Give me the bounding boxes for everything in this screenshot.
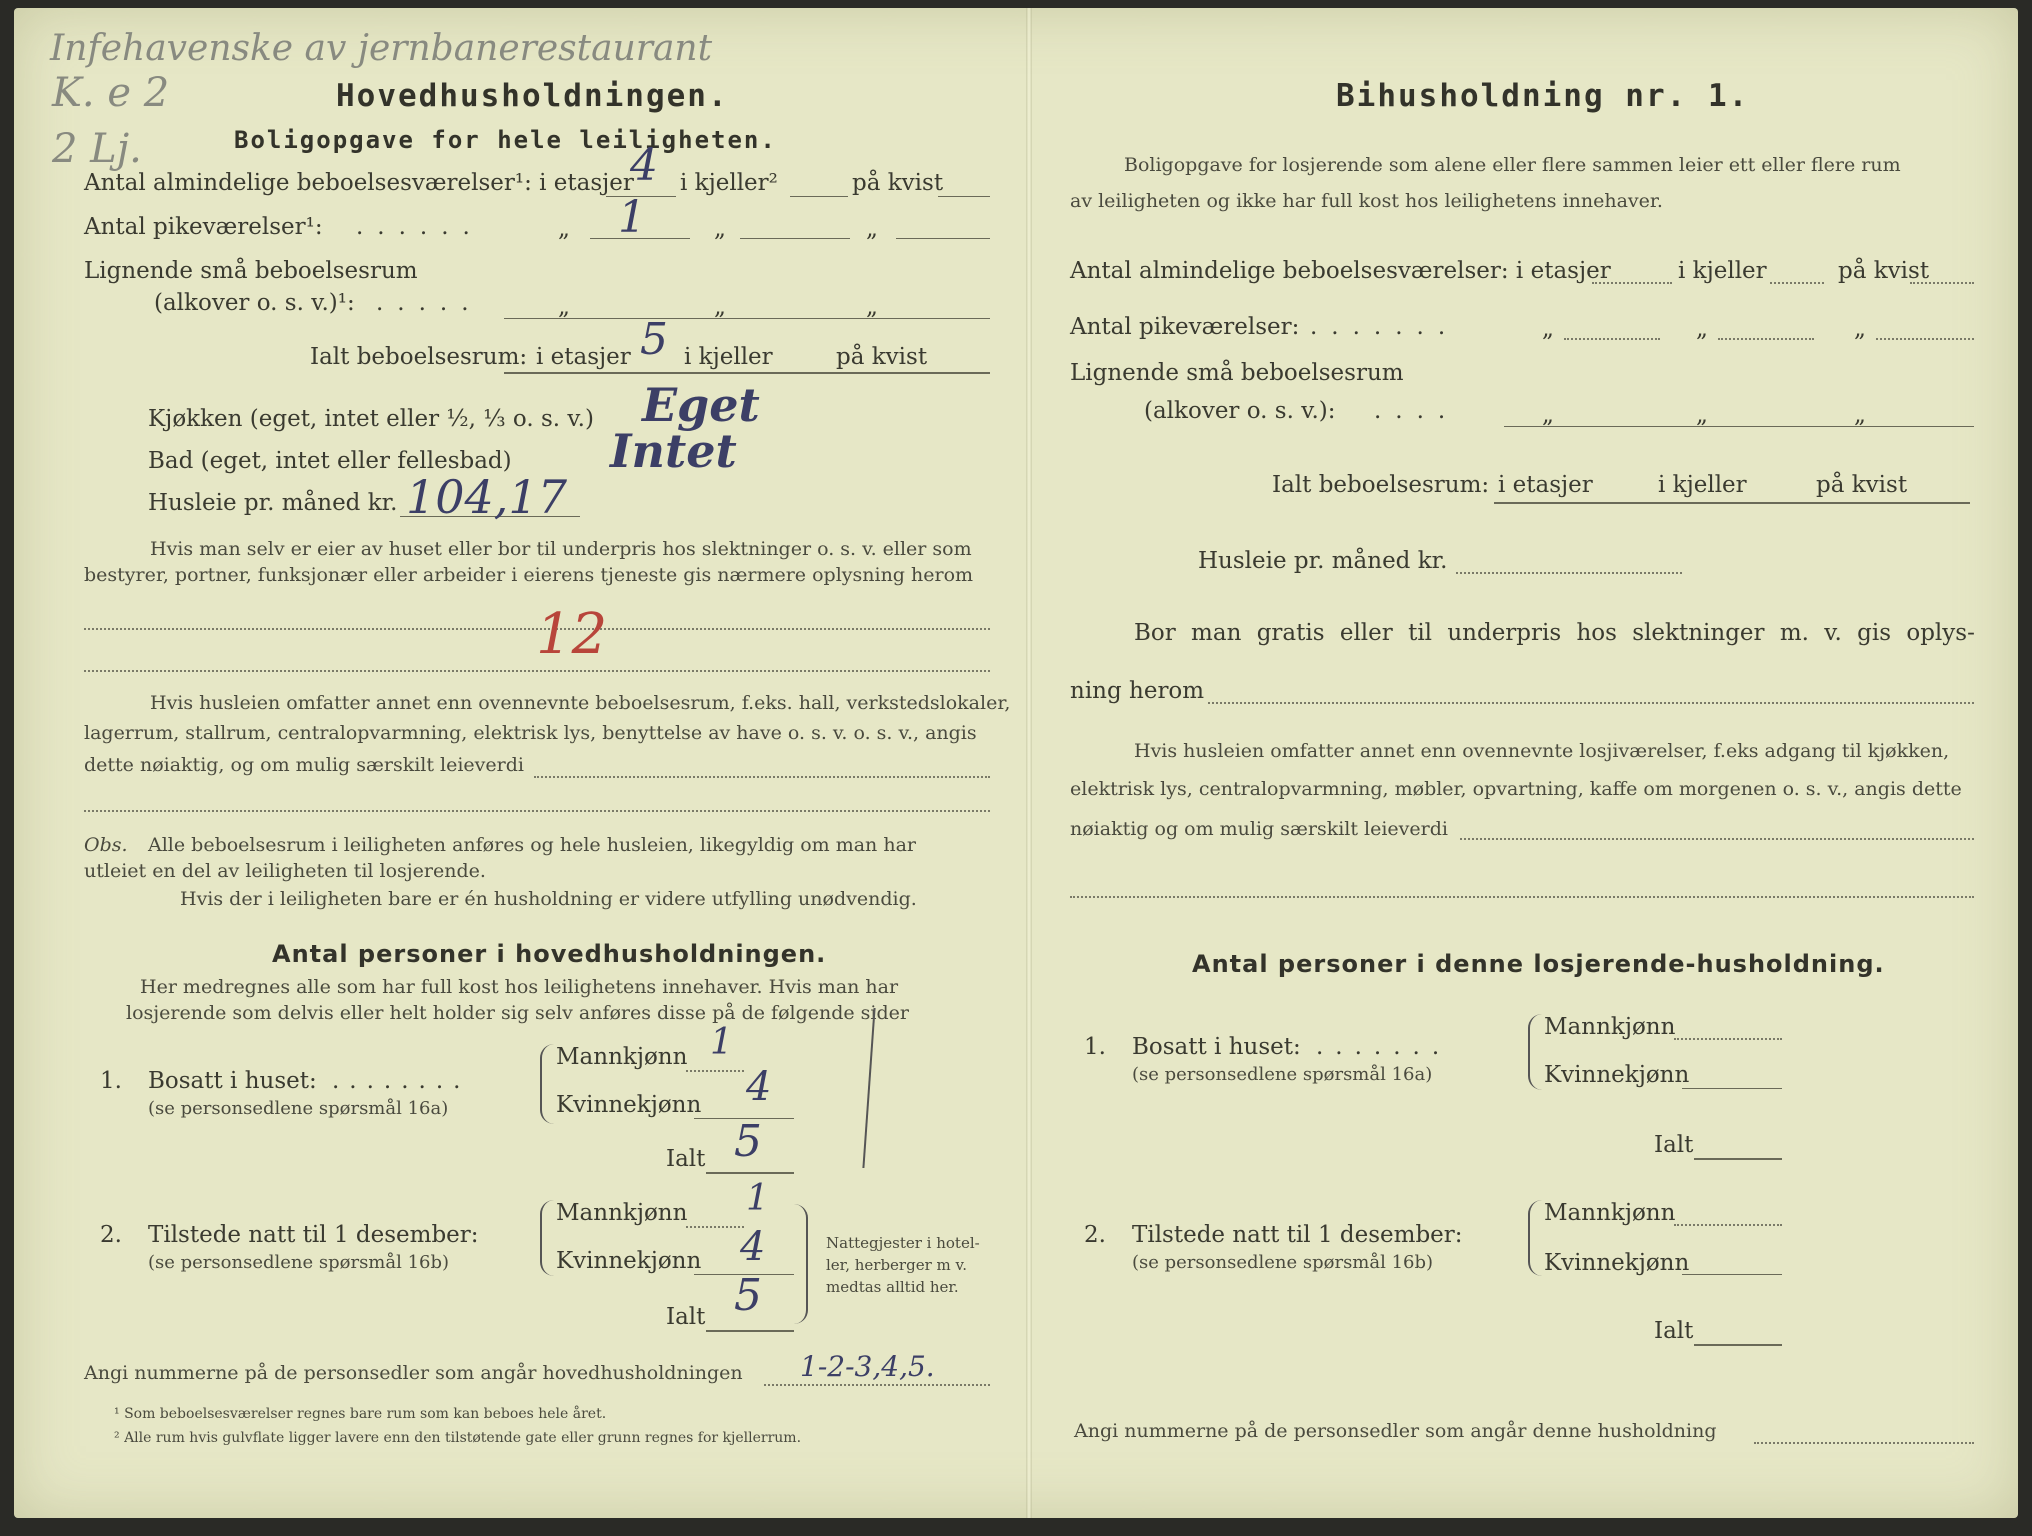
census-form-sheet bbox=[14, 8, 2018, 1518]
sub-intro-line-1: Boligopgave for losjerende som alene eller flere sammen leier ett eller flere rum bbox=[1124, 154, 1901, 176]
ditto-mark: „ bbox=[1542, 316, 1554, 342]
kitchen-value: Eget bbox=[642, 378, 760, 432]
sub-resident-female-field[interactable] bbox=[1682, 1088, 1782, 1089]
total-etasjer-label: i etasjer bbox=[536, 344, 631, 370]
ditto-mark: „ bbox=[558, 294, 570, 320]
night-guests-note-1: Nattegjester i hotel- bbox=[826, 1234, 980, 1252]
handwritten-lj: 2 Lj. bbox=[52, 126, 142, 172]
present-male-value: 1 bbox=[746, 1178, 769, 1219]
rooms-kvist-field[interactable] bbox=[938, 196, 990, 197]
sub-free-line-2: ning herom bbox=[1070, 678, 1205, 704]
present-male-field[interactable] bbox=[686, 1226, 744, 1228]
ditto-mark: „ bbox=[866, 294, 878, 320]
present-label: Tilstede natt til 1 desember: bbox=[148, 1222, 479, 1248]
rent-label: Husleie pr. måned kr. bbox=[148, 490, 398, 516]
ditto-mark: „ bbox=[1696, 402, 1708, 428]
sub-maid-etasjer-field[interactable] bbox=[1564, 338, 1660, 340]
owner-text-line-2: bestyrer, portner, funksjonær eller arbeider i eierens tjeneste gis nærmere oplysning herom bbox=[84, 564, 974, 586]
sub-total-rooms-label: Ialt beboelsesrum: bbox=[1272, 472, 1490, 498]
resident-dots: ........ bbox=[332, 1068, 471, 1094]
maid-etasjer-value: 1 bbox=[618, 192, 646, 243]
sub-household-page bbox=[1054, 8, 1976, 1518]
rooms-etasjer-value: 4 bbox=[630, 140, 658, 191]
obs-line-3: Hvis der i leiligheten bare er én husholdning er videre utfylling unødvendig. bbox=[180, 888, 917, 910]
sub-resident-female-label: Kvinnekjønn bbox=[1544, 1062, 1690, 1088]
persons-title: Antal personer i hovedhusholdningen. bbox=[272, 940, 827, 968]
person-numbers-field[interactable] bbox=[764, 1384, 990, 1386]
rooms-kvist-label: på kvist bbox=[852, 170, 944, 196]
sub-rooms-label: Antal almindelige beboelsesværelser: i etasjer bbox=[1070, 258, 1611, 284]
total-rooms-label: Ialt beboelsesrum: bbox=[310, 344, 528, 370]
resident-total-label: Ialt bbox=[666, 1146, 706, 1172]
total-kvist-label: på kvist bbox=[836, 344, 928, 370]
sub-total-etasjer-label: i etasjer bbox=[1498, 472, 1593, 498]
sub-free-line-1: Bor man gratis eller til underpris hos slektninger m. v. gis oplys- bbox=[1134, 620, 1975, 646]
present-female-value: 4 bbox=[740, 1224, 766, 1270]
sub-present-brace bbox=[1528, 1200, 1542, 1276]
sub-total-rooms-field[interactable] bbox=[1494, 502, 1970, 504]
sub-present-number: 2. bbox=[1084, 1222, 1106, 1248]
rooms-label: Antal almindelige beboelsesværelser¹: i etasjer bbox=[84, 170, 634, 196]
page-subtitle: Boligopgave for hele leiligheten. bbox=[234, 126, 777, 154]
resident-female-label: Kvinnekjønn bbox=[556, 1092, 702, 1118]
sub-small-dots: .... bbox=[1374, 398, 1460, 424]
obs-label: Obs. bbox=[84, 834, 128, 856]
person-numbers-value: 1-2-3,4,5. bbox=[800, 1350, 935, 1383]
ditto-mark: „ bbox=[714, 216, 726, 242]
sub-persons-title: Antal personer i denne losjerende-husholdning. bbox=[1192, 950, 1885, 978]
ditto-mark: „ bbox=[558, 216, 570, 242]
sub-small-rooms-label: Lignende små beboelsesrum bbox=[1070, 360, 1404, 386]
rent-includes-line-1: Hvis husleien omfatter annet enn ovennevnte beboelsesrum, f.eks. hall, verkstedslokaler, bbox=[150, 692, 1011, 714]
rooms-kjeller-field[interactable] bbox=[790, 196, 848, 197]
night-guests-note-2: ler, herberger m v. bbox=[826, 1256, 967, 1274]
sub-resident-male-field[interactable] bbox=[1674, 1038, 1782, 1040]
page-title: Hovedhusholdningen. bbox=[336, 78, 729, 114]
ditto-mark: „ bbox=[1854, 402, 1866, 428]
sub-rooms-kjeller-field[interactable] bbox=[1770, 282, 1824, 284]
sub-intro-line-2: av leiligheten og ikke har full kost hos leilighetens innehaver. bbox=[1070, 190, 1663, 212]
rent-includes-line-3: dette nøiaktig, og om mulig særskilt leieverdi bbox=[84, 754, 524, 776]
sub-rent-includes-field-2[interactable] bbox=[1070, 896, 1974, 898]
rent-includes-line-2: lagerrum, stallrum, centralopvarmning, elektrisk lys, benyttelse av have o. s. v. o. s. v., angis bbox=[84, 722, 977, 744]
sub-present-total-field[interactable] bbox=[1694, 1344, 1782, 1346]
sub-page-title: Bihusholdning nr. 1. bbox=[1336, 78, 1750, 114]
rent-includes-field-1[interactable] bbox=[534, 776, 990, 778]
resident-female-value: 4 bbox=[746, 1064, 772, 1110]
persons-text-1: Her medregnes alle som har full kost hos leilighetens innehaver. Hvis man har bbox=[140, 976, 899, 998]
resident-male-value: 1 bbox=[710, 1022, 733, 1063]
small-rooms-sublabel: (alkover o. s. v.)¹: bbox=[154, 290, 355, 316]
sub-maid-kjeller-field[interactable] bbox=[1718, 338, 1814, 340]
sub-maid-dots: ....... bbox=[1310, 314, 1460, 340]
sub-present-female-field[interactable] bbox=[1682, 1274, 1782, 1275]
sub-free-field[interactable] bbox=[1208, 702, 1974, 704]
resident-brace bbox=[540, 1044, 554, 1124]
present-total-label: Ialt bbox=[666, 1304, 706, 1330]
present-male-label: Mannkjønn bbox=[556, 1200, 688, 1226]
sub-resident-number: 1. bbox=[1084, 1034, 1106, 1060]
sub-person-numbers-field[interactable] bbox=[1754, 1442, 1974, 1444]
total-etasjer-value: 5 bbox=[640, 314, 668, 365]
sub-rent-includes-field-1[interactable] bbox=[1460, 838, 1974, 840]
ditto-mark: „ bbox=[866, 216, 878, 242]
footnote-1: ¹ Som beboelsesværelser regnes bare rum som kan beboes hele året. bbox=[114, 1406, 607, 1422]
resident-sublabel: (se personsedlene spørsmål 16a) bbox=[148, 1098, 449, 1119]
sub-person-numbers-label: Angi nummerne på de personsedler som angår denne husholdning bbox=[1074, 1420, 1717, 1442]
person-numbers-label: Angi nummerne på de personsedler som angår hovedhusholdningen bbox=[84, 1362, 743, 1384]
maid-rooms-dots: ...... bbox=[356, 214, 484, 240]
sub-present-total-label: Ialt bbox=[1654, 1318, 1694, 1344]
sub-resident-brace bbox=[1528, 1014, 1542, 1090]
main-household-page bbox=[50, 8, 1011, 1518]
footnote-2: ² Alle rum hvis gulvflate ligger lavere enn den tilstøtende gate eller grunn regnes for kjellerrum. bbox=[114, 1430, 802, 1446]
sub-rooms-kvist-field[interactable] bbox=[1910, 282, 1974, 284]
maid-rooms-label: Antal pikeværelser¹: bbox=[84, 214, 323, 240]
small-rooms-dots: ..... bbox=[376, 290, 483, 316]
rent-includes-field-2[interactable] bbox=[84, 810, 990, 812]
resident-male-field[interactable] bbox=[686, 1070, 744, 1072]
resident-label: Bosatt i huset: bbox=[148, 1068, 317, 1094]
sub-resident-sublabel: (se personsedlene spørsmål 16a) bbox=[1132, 1064, 1433, 1085]
maid-kvist-field[interactable] bbox=[896, 238, 990, 239]
small-rooms-label: Lignende små beboelsesrum bbox=[84, 258, 418, 284]
bath-label: Bad (eget, intet eller fellesbad) bbox=[148, 448, 512, 474]
present-total-field[interactable] bbox=[706, 1330, 794, 1332]
resident-number: 1. bbox=[100, 1068, 122, 1094]
ditto-mark: „ bbox=[1854, 316, 1866, 342]
sub-small-rooms-sublabel: (alkover o. s. v.): bbox=[1144, 398, 1336, 424]
check-mark bbox=[834, 1008, 875, 1168]
sub-maid-kvist-field[interactable] bbox=[1876, 338, 1974, 340]
rooms-kjeller-label: i kjeller² bbox=[680, 170, 778, 196]
owner-info-field-2[interactable] bbox=[84, 670, 990, 672]
small-rooms-field[interactable] bbox=[504, 318, 990, 319]
present-sublabel: (se personsedlene spørsmål 16b) bbox=[148, 1252, 450, 1273]
sub-maid-rooms-label: Antal pikeværelser: bbox=[1070, 314, 1300, 340]
night-guests-note-3: medtas alltid her. bbox=[826, 1278, 959, 1296]
red-mark: 12 bbox=[536, 602, 608, 667]
bath-value: Intet bbox=[610, 424, 737, 478]
rent-value: 104,17 bbox=[406, 470, 567, 524]
present-brace bbox=[540, 1200, 554, 1276]
sub-total-kvist-label: på kvist bbox=[1816, 472, 1908, 498]
sub-present-male-label: Mannkjønn bbox=[1544, 1200, 1676, 1226]
sub-resident-dots: ....... bbox=[1316, 1034, 1452, 1060]
ditto-mark: „ bbox=[1696, 316, 1708, 342]
sub-rent-field[interactable] bbox=[1456, 572, 1682, 574]
present-total-value: 5 bbox=[734, 1270, 762, 1321]
sub-rent-label: Husleie pr. måned kr. bbox=[1198, 548, 1448, 574]
sub-present-label: Tilstede natt til 1 desember: bbox=[1132, 1222, 1463, 1248]
sub-resident-total-label: Ialt bbox=[1654, 1132, 1694, 1158]
sub-present-female-label: Kvinnekjønn bbox=[1544, 1250, 1690, 1276]
sub-resident-label: Bosatt i huset: bbox=[1132, 1034, 1301, 1060]
page-fold bbox=[1026, 8, 1032, 1518]
obs-line-1: Alle beboelsesrum i leiligheten anføres og hele husleien, likegyldig om man har bbox=[148, 834, 916, 856]
total-rooms-field[interactable] bbox=[504, 372, 990, 374]
sub-present-sublabel: (se personsedlene spørsmål 16b) bbox=[1132, 1252, 1434, 1273]
handwritten-kre: K. e 2 bbox=[52, 70, 170, 116]
maid-kjeller-field[interactable] bbox=[740, 238, 850, 239]
resident-total-value: 5 bbox=[734, 1116, 762, 1167]
persons-text-2: losjerende som delvis eller helt holder sig selv anføres disse på de følgende sider bbox=[126, 1002, 909, 1024]
present-brace-right bbox=[794, 1204, 808, 1324]
sub-resident-total-field[interactable] bbox=[1694, 1158, 1782, 1160]
handwritten-top-note: Infehavenske av jernbanerestaurant bbox=[50, 28, 713, 69]
sub-rooms-etasjer-field[interactable] bbox=[1592, 282, 1672, 284]
present-female-label: Kvinnekjønn bbox=[556, 1248, 702, 1274]
sub-rooms-kjeller-label: i kjeller bbox=[1678, 258, 1767, 284]
ditto-mark: „ bbox=[714, 294, 726, 320]
sub-rent-includes-line-1: Hvis husleien omfatter annet enn ovennevnte losjiværelser, f.eks adgang til kjøkken, bbox=[1134, 740, 1950, 762]
resident-male-label: Mannkjønn bbox=[556, 1044, 688, 1070]
sub-present-male-field[interactable] bbox=[1674, 1224, 1782, 1226]
resident-total-field[interactable] bbox=[706, 1172, 794, 1174]
total-kjeller-label: i kjeller bbox=[684, 344, 773, 370]
ditto-mark: „ bbox=[1542, 402, 1554, 428]
kitchen-label: Kjøkken (eget, intet eller ½, ⅓ o. s. v.) bbox=[148, 406, 594, 432]
sub-rooms-kvist-label: på kvist bbox=[1838, 258, 1930, 284]
sub-total-kjeller-label: i kjeller bbox=[1658, 472, 1747, 498]
obs-line-2: utleiet en del av leiligheten til losjerende. bbox=[84, 860, 486, 882]
sub-rent-includes-line-2: elektrisk lys, centralopvarmning, møbler, opvartning, kaffe om morgenen o. s. v., angis dette bbox=[1070, 778, 1962, 800]
sub-small-rooms-field[interactable] bbox=[1504, 426, 1974, 427]
sub-resident-male-label: Mannkjønn bbox=[1544, 1014, 1676, 1040]
owner-text-line-1: Hvis man selv er eier av huset eller bor til underpris hos slektninger o. s. v. eller som bbox=[150, 538, 972, 560]
sub-rent-includes-line-3: nøiaktig og om mulig særskilt leieverdi bbox=[1070, 818, 1448, 840]
present-number: 2. bbox=[100, 1222, 122, 1248]
